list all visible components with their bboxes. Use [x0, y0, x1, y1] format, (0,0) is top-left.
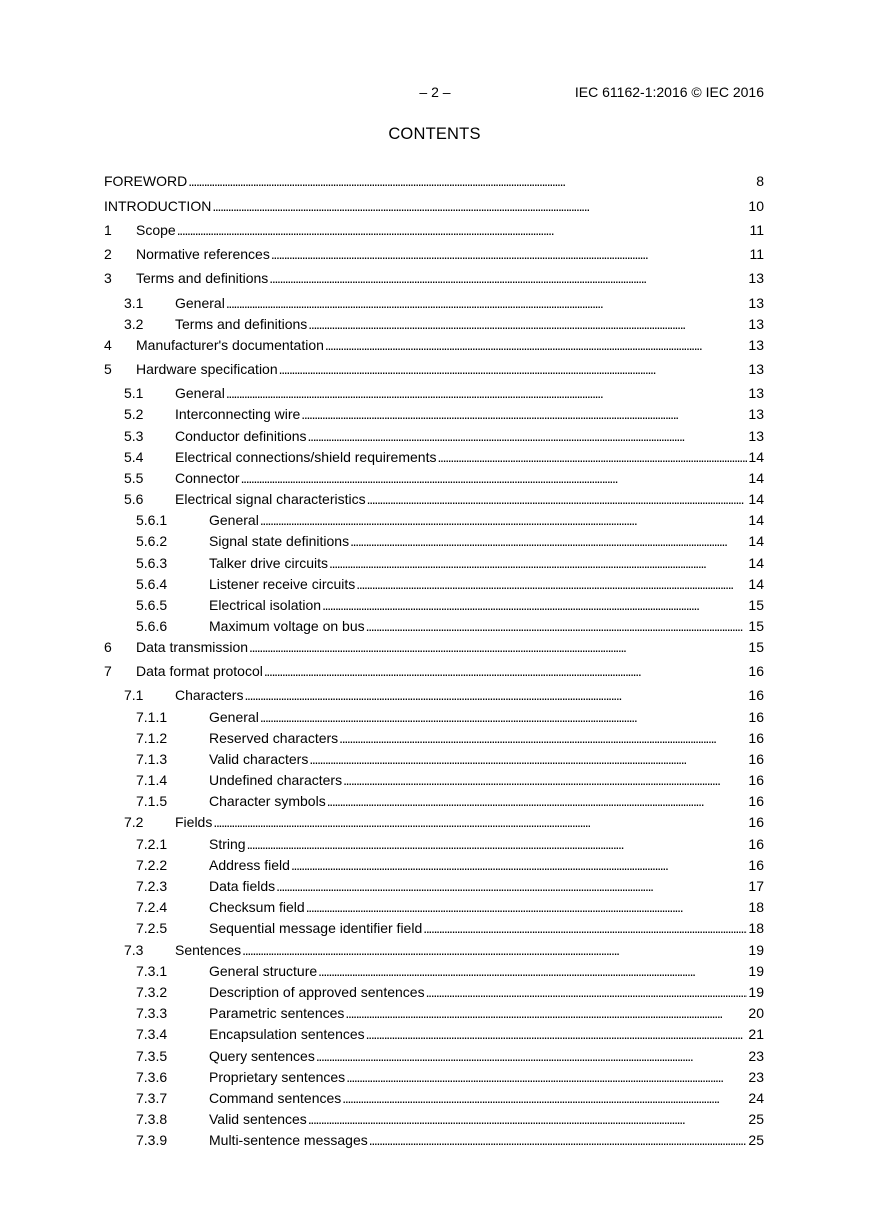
dot-leader [244, 686, 747, 704]
dot-leader [316, 1047, 748, 1065]
toc-entry-title: INTRODUCTION [104, 198, 212, 214]
toc-entry[interactable] [104, 1004, 764, 1022]
toc-entry-number: 5.6 [124, 491, 144, 507]
dot-leader [188, 172, 755, 190]
toc-entry-page: 16 [748, 687, 764, 703]
dot-leader [346, 1068, 747, 1086]
toc-entry-title: General [209, 709, 259, 725]
toc-entry-number: 7.3.4 [136, 1026, 168, 1042]
toc-entry-title: Parametric sentences [209, 1005, 345, 1021]
toc-entry[interactable] [104, 315, 764, 333]
toc-entry-number: 7.3.8 [136, 1111, 168, 1127]
toc-entry-title: Normative references [136, 246, 270, 262]
toc-entry-page: 13 [748, 337, 764, 353]
toc-entry-page: 14 [748, 576, 764, 592]
toc-entry-number: 7.2.1 [136, 836, 168, 852]
toc-entry[interactable] [104, 490, 764, 508]
toc-entry-number: 5.2 [124, 406, 144, 422]
toc-entry[interactable] [104, 1025, 764, 1043]
toc-entry-page: 14 [748, 533, 764, 549]
toc-entry[interactable] [104, 1089, 764, 1107]
toc-entry[interactable] [104, 269, 764, 287]
toc-entry-title: Valid characters [209, 751, 309, 767]
toc-entry-title: Query sentences [209, 1048, 315, 1064]
toc-entry-page: 25 [748, 1111, 764, 1127]
toc-entry-title: Characters [175, 687, 244, 703]
toc-entry-title: Sequential message identifier field [209, 920, 423, 936]
toc-entry[interactable] [104, 405, 764, 423]
toc-entry-page: 19 [748, 984, 764, 1000]
toc-entry-page: 21 [748, 1026, 764, 1042]
standard-reference: IEC 61162-1:2016 © IEC 2016 [574, 84, 764, 100]
dot-leader [212, 197, 747, 215]
toc-entry-number: 7.1.4 [136, 772, 168, 788]
toc-entry-number: 7.1.3 [136, 751, 168, 767]
toc-entry-page: 16 [748, 663, 764, 679]
toc-entry-page: 16 [748, 814, 764, 830]
dot-leader [279, 360, 748, 378]
dot-leader [301, 405, 747, 423]
toc-entry-page: 24 [748, 1090, 764, 1106]
toc-entry[interactable] [104, 1131, 764, 1149]
toc-entry[interactable] [104, 919, 764, 937]
toc-entry-page: 14 [748, 449, 764, 465]
toc-entry[interactable] [104, 962, 764, 980]
toc-entry[interactable] [104, 197, 764, 215]
toc-entry-number: 3 [104, 270, 112, 286]
toc-entry-number: 7.1.5 [136, 793, 168, 809]
toc-entry-number: 5.1 [124, 385, 144, 401]
toc-entry[interactable] [104, 750, 764, 768]
toc-entry-title: Multi-sentence messages [209, 1132, 368, 1148]
toc-entry-number: 7.2.5 [136, 920, 168, 936]
toc-entry[interactable] [104, 1110, 764, 1128]
toc-entry-page: 14 [748, 470, 764, 486]
dot-leader [309, 750, 747, 768]
toc-entry-title: Valid sentences [209, 1111, 307, 1127]
toc-entry-page: 13 [748, 270, 764, 286]
toc-entry[interactable] [104, 941, 764, 959]
toc-entry-title: Electrical connections/shield requirements [175, 449, 437, 465]
toc-entry-number: 7.2.3 [136, 878, 168, 894]
toc-entry-page: 18 [748, 920, 764, 936]
toc-entry[interactable] [104, 1047, 764, 1065]
toc-entry[interactable] [104, 360, 764, 378]
toc-entry-number: 7.1.2 [136, 730, 168, 746]
toc-entry-page: 16 [748, 730, 764, 746]
toc-entry-page: 16 [748, 836, 764, 852]
toc-entry-title: Data transmission [136, 639, 249, 655]
dot-leader [339, 729, 747, 747]
toc-entry-page: 16 [748, 793, 764, 809]
toc-entry-page: 19 [748, 963, 764, 979]
toc-entry-title: Electrical isolation [209, 597, 322, 613]
dot-leader [260, 511, 748, 529]
dot-leader [264, 662, 748, 680]
toc-entry[interactable] [104, 511, 764, 529]
toc-entry-number: 4 [104, 337, 112, 353]
toc-entry-number: 7.3.9 [136, 1132, 168, 1148]
toc-entry-page: 15 [748, 639, 764, 655]
dot-leader [366, 617, 748, 635]
toc-entry-page: 16 [748, 709, 764, 725]
toc-entry-title: Encapsulation sentences [209, 1026, 365, 1042]
toc-entry-page: 14 [748, 491, 764, 507]
toc-entry[interactable] [104, 662, 764, 680]
toc-entry[interactable] [104, 469, 764, 487]
toc-entry-title: Signal state definitions [209, 533, 350, 549]
dot-leader [226, 294, 748, 312]
toc-entry-title: General [175, 385, 225, 401]
toc-entry-page: 20 [748, 1005, 764, 1021]
dot-leader [426, 983, 748, 1001]
toc-entry-number: 5.3 [124, 428, 144, 444]
toc-entry-number: 5.6.6 [136, 618, 168, 634]
dot-leader [306, 898, 748, 916]
dot-leader [226, 384, 748, 402]
toc-entry-number: 7.2.2 [136, 857, 168, 873]
toc-entry-title: Scope [136, 222, 176, 238]
toc-entry-title: Data format protocol [136, 663, 263, 679]
toc-entry-number: 5.6.2 [136, 533, 168, 549]
contents-title: CONTENTS [388, 125, 481, 143]
toc-entry-page: 17 [748, 878, 764, 894]
dot-leader [177, 221, 749, 239]
toc-entry-page: 11 [749, 246, 764, 262]
toc-entry-title: Sentences [175, 942, 242, 958]
dot-leader [366, 1025, 748, 1043]
toc-entry[interactable] [104, 596, 764, 614]
toc-entry[interactable] [104, 384, 764, 402]
dot-leader [329, 554, 747, 572]
toc-entry-number: 5.6.4 [136, 576, 168, 592]
toc-entry-title: Proprietary sentences [209, 1069, 346, 1085]
toc-entry[interactable] [104, 983, 764, 1001]
dot-leader [356, 575, 747, 593]
toc-entry-page: 13 [748, 406, 764, 422]
toc-entry-page: 13 [748, 428, 764, 444]
toc-entry-page: 19 [748, 942, 764, 958]
toc-entry-number: 1 [104, 222, 112, 238]
toc-entry-number: 7.3.3 [136, 1005, 168, 1021]
toc-entry[interactable] [104, 835, 764, 853]
page-number: – 2 – [419, 84, 451, 100]
toc-entry-number: 5 [104, 361, 112, 377]
toc-entry[interactable] [104, 336, 764, 354]
toc-entry-number: 2 [104, 246, 112, 262]
toc-entry-number: 5.6.5 [136, 597, 168, 613]
toc-entry-title: Command sentences [209, 1090, 342, 1106]
dot-leader [247, 835, 748, 853]
toc-entry-page: 13 [748, 385, 764, 401]
toc-entry-title: Electrical signal characteristics [175, 491, 366, 507]
dot-leader [291, 856, 747, 874]
toc-entry-page: 18 [748, 899, 764, 915]
toc-entry-title: Talker drive circuits [209, 555, 329, 571]
toc-entry-title: Character symbols [209, 793, 326, 809]
toc-entry[interactable] [104, 771, 764, 789]
toc-entry-page: 23 [748, 1048, 764, 1064]
dot-leader [308, 427, 748, 445]
toc-entry-title: Manufacturer's documentation [136, 337, 324, 353]
toc-entry-page: 15 [748, 618, 764, 634]
dot-leader [271, 245, 749, 263]
toc-entry-title: Interconnecting wire [175, 406, 301, 422]
toc-entry-number: 5.5 [124, 470, 144, 486]
dot-leader [322, 596, 747, 614]
toc-entry-number: 7.3.1 [136, 963, 168, 979]
dot-leader [249, 638, 747, 656]
toc-entry-page: 13 [748, 361, 764, 377]
toc-entry-number: 7 [104, 663, 112, 679]
dot-leader [318, 962, 747, 980]
dot-leader [369, 1131, 748, 1149]
toc-entry-number: 3.1 [124, 295, 144, 311]
toc-entry-title: String [209, 836, 246, 852]
toc-entry-number: 7.1.1 [136, 709, 168, 725]
toc-entry[interactable] [104, 898, 764, 916]
toc-entry-title: Terms and definitions [175, 316, 308, 332]
toc-entry-page: 13 [748, 316, 764, 332]
toc-entry-page: 11 [749, 222, 764, 238]
toc-entry[interactable] [104, 532, 764, 550]
toc-entry-page: 14 [748, 555, 764, 571]
toc-entry-title: Conductor definitions [175, 428, 307, 444]
toc-entry-number: 7.2.4 [136, 899, 168, 915]
toc-entry-page: 15 [748, 597, 764, 613]
toc-entry-number: 6 [104, 639, 112, 655]
toc-entry-number: 5.6.1 [136, 512, 168, 528]
toc-entry-number: 5.4 [124, 449, 144, 465]
dot-leader [213, 813, 747, 831]
toc-entry[interactable] [104, 1068, 764, 1086]
toc-entry-page: 25 [748, 1132, 764, 1148]
toc-entry[interactable] [104, 856, 764, 874]
toc-entry[interactable] [104, 172, 764, 190]
dot-leader [437, 448, 747, 466]
toc-entry-number: 7.3.6 [136, 1069, 168, 1085]
toc-entry-page: 10 [748, 198, 764, 214]
toc-entry[interactable] [104, 245, 764, 263]
toc-entry[interactable] [104, 813, 764, 831]
toc-entry-title: General [209, 512, 259, 528]
toc-entry[interactable] [104, 877, 764, 895]
toc-entry-number: 7.3.2 [136, 984, 168, 1000]
toc-entry-number: 3.2 [124, 316, 144, 332]
toc-entry-page: 14 [748, 512, 764, 528]
toc-entry[interactable] [104, 638, 764, 656]
dot-leader [276, 877, 747, 895]
toc-entry-title: General structure [209, 963, 318, 979]
toc-entry[interactable] [104, 575, 764, 593]
toc-entry-page: 23 [748, 1069, 764, 1085]
dot-leader [423, 919, 747, 937]
dot-leader [350, 532, 747, 550]
toc-entry[interactable] [104, 221, 764, 239]
toc-entry[interactable] [104, 294, 764, 312]
toc-entry-title: Description of approved sentences [209, 984, 425, 1000]
toc-entry[interactable] [104, 448, 764, 466]
toc-entry[interactable] [104, 427, 764, 445]
toc-entry-title: Undefined characters [209, 772, 343, 788]
dot-leader [367, 490, 748, 508]
toc-entry-number: 5.6.3 [136, 555, 168, 571]
toc-entry-title: General [175, 295, 225, 311]
toc-entry[interactable] [104, 729, 764, 747]
toc-entry-title: Listener receive circuits [209, 576, 356, 592]
toc-entry-title: Terms and definitions [136, 270, 269, 286]
dot-leader [345, 1004, 747, 1022]
toc-entry-title: Data fields [209, 878, 276, 894]
toc-entry-page: 16 [748, 857, 764, 873]
toc-entry[interactable] [104, 792, 764, 810]
dot-leader [308, 1110, 748, 1128]
toc-entry-number: 7.3 [124, 942, 144, 958]
dot-leader [342, 1089, 747, 1107]
toc-entry-title: Address field [209, 857, 290, 873]
toc-entry-title: Hardware specification [136, 361, 278, 377]
toc-entry-number: 7.2 [124, 814, 144, 830]
toc-entry-page: 13 [748, 295, 764, 311]
toc-entry-title: Checksum field [209, 899, 305, 915]
dot-leader [269, 269, 747, 287]
dot-leader [242, 941, 747, 959]
dot-leader [308, 315, 747, 333]
dot-leader [260, 708, 748, 726]
toc-entry[interactable] [104, 617, 764, 635]
toc-entry-title: Maximum voltage on bus [209, 618, 365, 634]
toc-entry-page: 8 [756, 173, 764, 189]
dot-leader [327, 792, 748, 810]
toc-entry[interactable] [104, 708, 764, 726]
dot-leader [343, 771, 747, 789]
toc-entry-title: Fields [175, 814, 213, 830]
toc-entry-page: 16 [748, 751, 764, 767]
toc-entry-title: Reserved characters [209, 730, 339, 746]
toc-entry[interactable] [104, 686, 764, 704]
toc-entry-title: Connector [175, 470, 240, 486]
toc-entry-number: 7.1 [124, 687, 144, 703]
dot-leader [241, 469, 748, 487]
toc-entry-number: 7.3.5 [136, 1048, 168, 1064]
toc-entry-page: 16 [748, 772, 764, 788]
toc-entry[interactable] [104, 554, 764, 572]
toc-entry-number: 7.3.7 [136, 1090, 168, 1106]
toc-entry-title: FOREWORD [104, 173, 188, 189]
dot-leader [325, 336, 748, 354]
